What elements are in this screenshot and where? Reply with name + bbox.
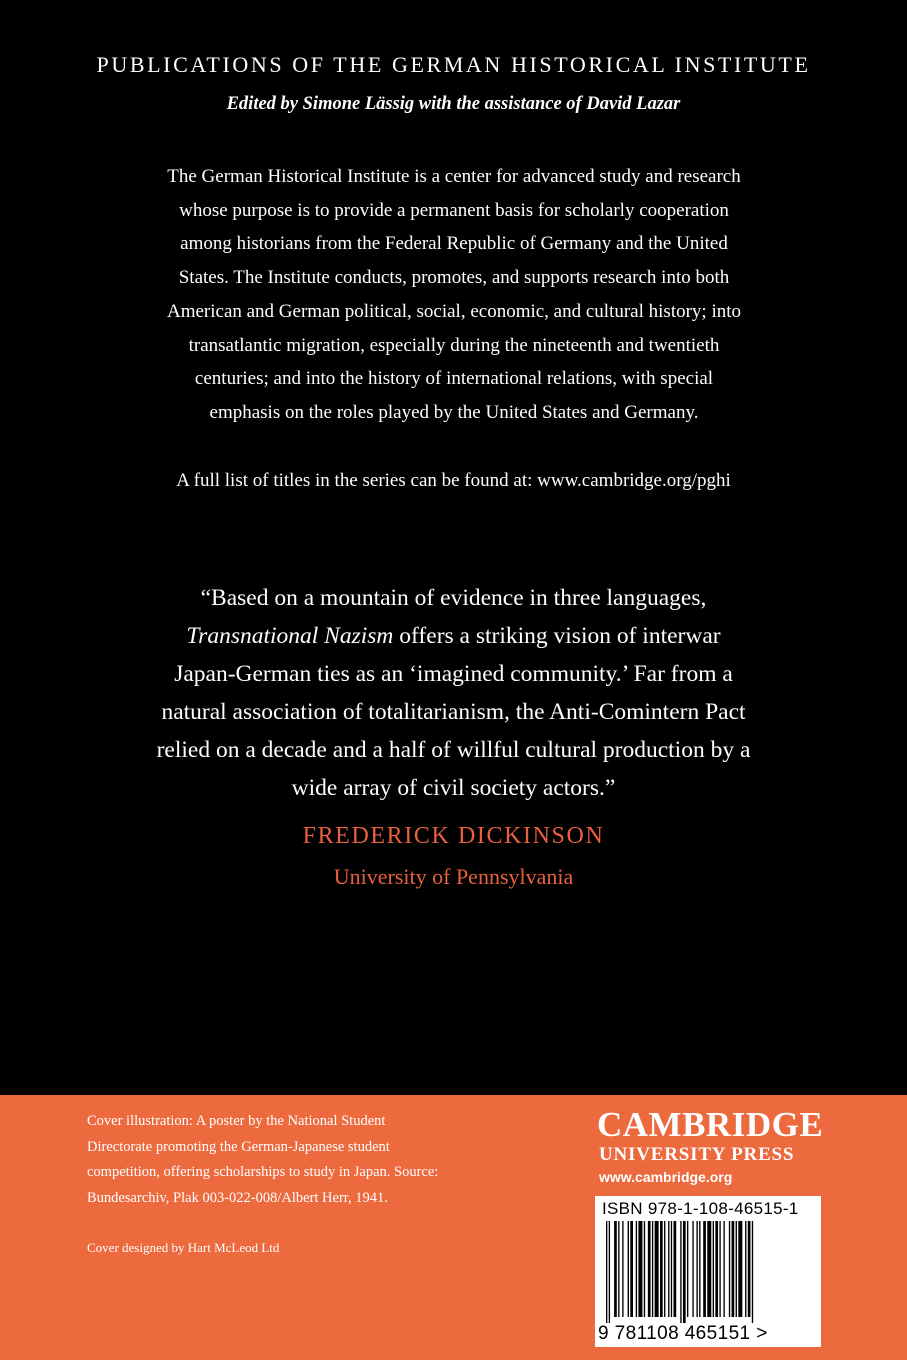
barcode-bar xyxy=(687,1221,688,1317)
description-line: States. The Institute conducts, promotes, and supports research into both xyxy=(178,267,730,289)
barcode-bar xyxy=(628,1221,629,1317)
institute-description xyxy=(128,160,780,430)
barcode-bar xyxy=(736,1221,737,1317)
barcode-bar xyxy=(609,1221,610,1323)
barcode-bar xyxy=(648,1221,651,1317)
barcode-bar xyxy=(715,1221,718,1317)
barcode-bar xyxy=(655,1221,659,1317)
isbn-label: ISBN 978-1-108-46515-1 xyxy=(602,1199,799,1218)
cover-credit xyxy=(87,1109,457,1211)
description-line: whose purpose is to provide a permanent basis for scholarly cooperation xyxy=(179,199,729,221)
credit-line: Bundesarchiv, Plak 003-022-008/Albert Herr, 1941. xyxy=(87,1189,388,1206)
barcode-bar xyxy=(630,1221,633,1317)
barcode-bar xyxy=(745,1221,746,1317)
barcode-bar xyxy=(614,1221,617,1317)
barcode-bar xyxy=(703,1221,706,1317)
quote-line: wide array of civil society actors.” xyxy=(291,775,616,801)
quote-line: Japan-German ties as an ‘imagined community.’ Far from a xyxy=(174,661,733,687)
barcode-bar xyxy=(671,1221,672,1317)
cover-designer: Cover designed by Hart McLeod Ltd xyxy=(87,1240,280,1255)
credit-line: Cover illustration: A poster by the National Student xyxy=(87,1113,386,1129)
barcode-bar xyxy=(696,1221,697,1317)
quote-line: “Based on a mountain of evidence in three languages, xyxy=(200,585,707,611)
barcode-bar xyxy=(699,1221,700,1317)
barcode-bar xyxy=(748,1221,751,1317)
barcode-bar xyxy=(713,1221,714,1317)
barcode-bar xyxy=(652,1221,653,1317)
footer-band xyxy=(0,1095,907,1360)
quote-author: FREDERICK DICKINSON xyxy=(302,823,605,849)
barcode-bar xyxy=(683,1221,686,1323)
publisher-subtitle: UNIVERSITY PRESS xyxy=(599,1144,795,1165)
barcode-bar xyxy=(644,1221,645,1317)
publisher-url: www.cambridge.org xyxy=(599,1169,733,1185)
series-list-link: A full list of titles in the series can be found at: www.cambridge.org/pghi xyxy=(176,470,731,491)
barcode-bar xyxy=(664,1221,665,1317)
barcode-bar xyxy=(738,1221,742,1317)
description-line: centuries; and into the history of international relations, with special xyxy=(194,368,714,390)
barcode-bars xyxy=(604,1221,810,1323)
series-editors: Edited by Simone Lässig with the assistance of David Lazar xyxy=(226,94,681,114)
barcode-bar xyxy=(732,1221,735,1317)
quote-line: natural association of totalitarianism, the Anti-Comintern Pact xyxy=(161,699,746,725)
endorsement-quote xyxy=(120,579,787,807)
barcode-bar xyxy=(622,1221,623,1317)
barcode-bar xyxy=(723,1221,724,1317)
barcode-box xyxy=(595,1196,821,1347)
barcode-bar xyxy=(729,1221,730,1317)
quote-line: relied on a decade and a half of willful cultural production by a xyxy=(156,737,751,763)
quote-affiliation: University of Pennsylvania xyxy=(333,864,574,889)
barcode-bar xyxy=(680,1221,681,1323)
barcode-bar xyxy=(606,1221,607,1323)
credit-line: competition, offering scholarships to study in Japan. Source: xyxy=(87,1164,439,1180)
series-title: PUBLICATIONS OF THE GERMAN HISTORICAL INSTITUTE xyxy=(96,52,811,77)
barcode-bar xyxy=(660,1221,663,1317)
barcode-bar xyxy=(707,1221,711,1317)
barcode-bar xyxy=(719,1221,720,1317)
barcode-bar xyxy=(674,1221,677,1317)
barcode-digits: 9 781108 465151 > xyxy=(598,1323,768,1344)
description-line: The German Historical Institute is a center for advanced study and research xyxy=(167,166,741,187)
description-line: among historians from the Federal Republic of Germany and the United xyxy=(180,233,728,255)
barcode-bar xyxy=(692,1221,693,1317)
barcode-bar xyxy=(618,1221,619,1317)
quote-line: offers a striking vision of interwar xyxy=(393,623,721,649)
description-line: transatlantic migration, especially during the nineteenth and twentieth xyxy=(188,334,720,356)
barcode-bar xyxy=(638,1221,642,1317)
description-line: emphasis on the roles played by the United States and Germany. xyxy=(209,401,699,423)
book-title: Transnational Nazism xyxy=(186,623,394,649)
credit-line: Directorate promoting the German-Japanese student xyxy=(87,1138,390,1155)
description-line: American and German political, social, economic, and cultural history; into xyxy=(166,300,742,322)
barcode-bar xyxy=(752,1221,753,1323)
barcode-bar xyxy=(636,1221,637,1317)
publisher-logo: CAMBRIDGE xyxy=(597,1105,824,1144)
barcode-bar xyxy=(668,1221,669,1317)
